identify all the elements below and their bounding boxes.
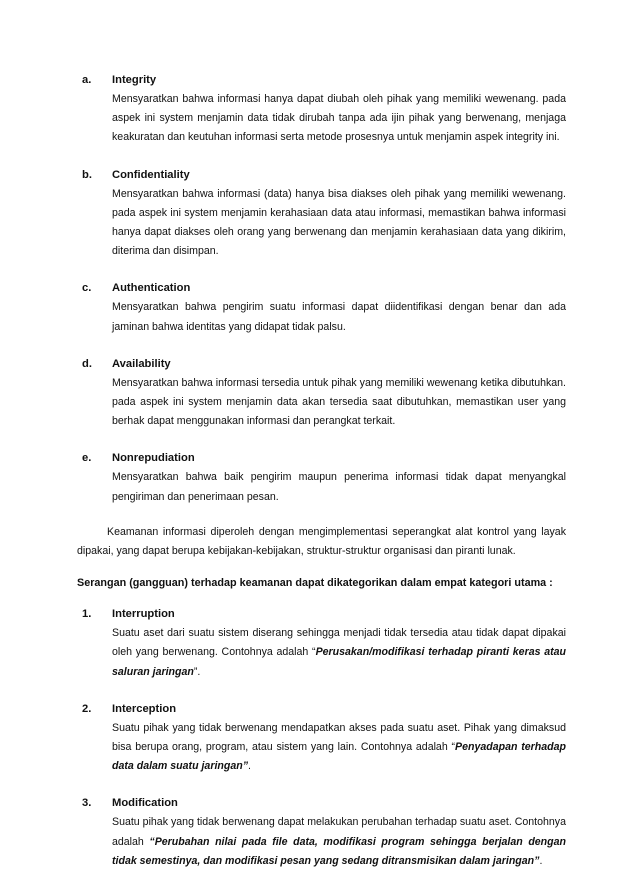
- example-emphasis: Perusakan/modifikasi terhadap piranti keras atau saluran jaringan: [112, 646, 566, 678]
- list-marker: e.: [82, 452, 92, 465]
- item-body: Mensyaratkan bahwa informasi hanya dapat diubah oleh pihak yang memiliki wewenang. pada aspek ini system menjamin data tidak dirubah tanpa ada ijin pihak yang berwenang, menjaga keakuratan dan keutuhan informasi serta metode prosesnya untuk menjamin aspek integrity ini.: [112, 93, 566, 144]
- list-marker: 1.: [82, 608, 92, 621]
- example-emphasis: “Perubahan nilai pada file data, modifikasi program sehingga berjalan dengan tidak semestinya, dan modifikasi pesan yang sedang ditransmisikan dalam jaringan”: [112, 835, 566, 867]
- item-title: Nonrepudiation: [112, 452, 195, 465]
- section-heading: Serangan (gangguan) terhadap keamanan dapat dikategorikan dalam empat kategori utama :: [77, 577, 553, 590]
- attack-categories-list: [82, 605, 566, 871]
- item-body: [112, 813, 566, 871]
- body-text-end: ”.: [193, 665, 201, 678]
- list-item-availability: [82, 355, 566, 432]
- list-item-interception: [82, 700, 566, 777]
- item-body: Mensyaratkan bahwa pengirim suatu informasi dapat diidentifikasi dengan benar dan ada jaminan bahwa identitas yang didapat tidak palsu.: [112, 301, 566, 333]
- list-marker: c.: [82, 282, 92, 295]
- list-marker: 3.: [82, 797, 92, 810]
- list-item-nonrepudiation: [82, 449, 566, 506]
- item-title: Confidentiality: [112, 168, 190, 181]
- item-title: Interruption: [112, 608, 175, 621]
- item-body: Mensyaratkan bahwa baik pengirim maupun penerima informasi tidak dapat menyangkal pengiriman dan penerimaan pesan.: [112, 471, 566, 503]
- list-marker: a.: [82, 74, 92, 86]
- item-body: [112, 624, 566, 682]
- item-title: Interception: [112, 702, 177, 715]
- security-aspects-list: [82, 71, 566, 507]
- item-body: Mensyaratkan bahwa informasi (data) hanya bisa diakses oleh pihak yang memiliki wewenang. pada aspek ini system menjamin kerahasiaan data atau informasi, memastikan bahwa informasi hanya dapat diakses oleh orang yang berwenang dan menjamin kerahasiaan data yang dikirim, diterima dan disimpan.: [112, 187, 566, 258]
- list-item-modification: [82, 794, 566, 871]
- item-title: Availability: [112, 357, 171, 370]
- list-item-authentication: [82, 279, 566, 336]
- list-marker: d.: [82, 357, 92, 370]
- body-text-end: .: [248, 760, 251, 773]
- body-text-end: .: [539, 854, 543, 867]
- body-text: Suatu aset dari suatu sistem diserang sehingga menjadi tidak tersedia atau tidak dapat dipakai oleh yang berwenang. Contohnya adalah “: [112, 627, 566, 659]
- item-title: Authentication: [112, 282, 191, 295]
- list-item-confidentiality: [82, 166, 566, 262]
- item-body: Mensyaratkan bahwa informasi tersedia untuk pihak yang memiliki wewenang ketika dibutuhkan. pada aspek ini system menjamin data akan tersedia saat dibutuhkan, memastikan user yang berhak dapat menggunakan informasi dan perangkat terkait.: [112, 376, 566, 428]
- body-text: Suatu pihak yang tidak berwenang dapat melakukan perubahan terhadap suatu aset. Contohnya adalah: [112, 816, 566, 848]
- body-paragraph: Keamanan informasi diperoleh dengan mengimplementasi seperangkat alat kontrol yang layak dipakai, yang dapat berupa kebijakan-kebijakan, struktur-struktur organisasi dan piranti lunak.: [77, 525, 566, 558]
- item-title: Integrity: [112, 74, 157, 86]
- list-item-integrity: [82, 71, 566, 148]
- example-emphasis: Penyadapan terhadap data dalam suatu jaringan”: [112, 741, 566, 773]
- list-marker: 2.: [82, 702, 92, 715]
- body-text: Suatu pihak yang tidak berwenang mendapatkan akses pada suatu aset. Pihak yang dimaksud bisa berupa orang, program, atau sistem yang lain. Contohnya adalah “: [112, 721, 566, 754]
- list-marker: b.: [82, 168, 92, 181]
- list-item-interruption: [82, 605, 566, 682]
- item-title: Modification: [112, 797, 178, 810]
- item-body: [112, 719, 566, 777]
